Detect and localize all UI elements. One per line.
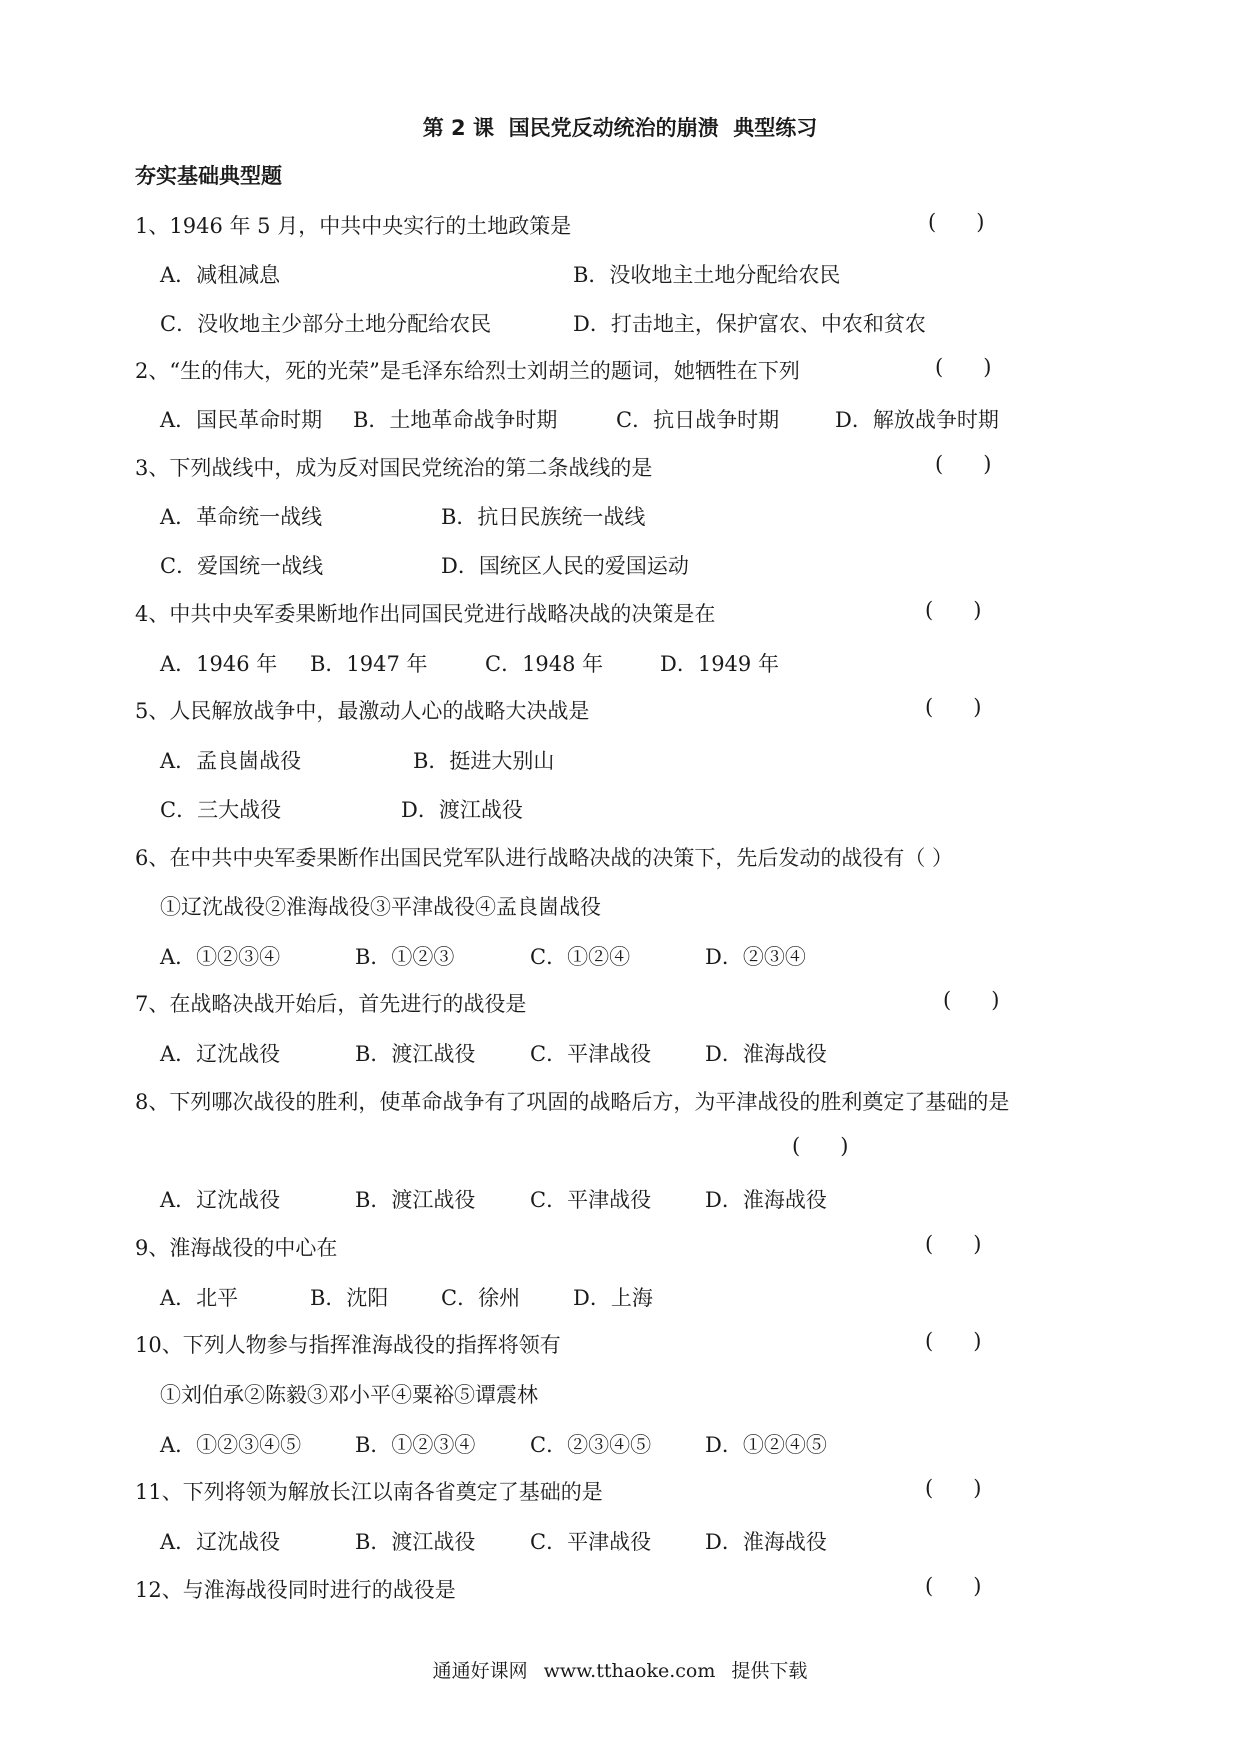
option-d: D．国统区人民的爱国运动	[441, 554, 689, 578]
question-9: 9、淮海战役的中心在	[135, 1236, 338, 1260]
option-b: B．渡江战役	[355, 1530, 476, 1554]
option-c: C．②③④⑤	[530, 1433, 652, 1457]
answer-paren: ( )	[935, 452, 992, 476]
option-b: B．①②③④	[355, 1433, 476, 1457]
option-c: C．①②④	[530, 945, 631, 969]
option-d: D．淮海战役	[705, 1042, 827, 1066]
option-b: B．1947 年	[310, 652, 428, 676]
option-d: D．解放战争时期	[835, 408, 999, 432]
option-d: D．1949 年	[660, 652, 779, 676]
answer-paren: ( )	[928, 210, 985, 234]
option-b: B．土地革命战争时期	[353, 408, 558, 432]
option-a: A．1946 年	[160, 652, 278, 676]
option-d: D．打击地主，保护富农、中农和贫农	[573, 312, 926, 336]
question-5: 5、人民解放战争中，最激动人心的战略大决战是	[135, 699, 590, 723]
option-c: C．平津战役	[530, 1042, 652, 1066]
footer	[0, 1656, 1240, 1683]
question-7: 7、在战略决战开始后，首先进行的战役是	[135, 992, 527, 1016]
footer-url-link[interactable]: www.tthaoke.com	[543, 1660, 716, 1682]
option-c: C．三大战役	[160, 798, 282, 822]
option-c: C．徐州	[441, 1286, 521, 1310]
question-6: 6、在中共中央军委果断作出国民党军队进行战略决战的决策下，先后发动的战役有（ ）	[135, 846, 954, 870]
option-b: B．挺进大别山	[413, 749, 555, 773]
question-6-items: ①辽沈战役②淮海战役③平津战役④孟良崮战役	[160, 895, 601, 919]
question-10: 10、下列人物参与指挥淮海战役的指挥将领有	[135, 1333, 561, 1357]
option-b: B．沈阳	[310, 1286, 389, 1310]
option-b: B．渡江战役	[355, 1188, 476, 1212]
option-a: A．国民革命时期	[160, 408, 323, 432]
option-a: A．辽沈战役	[160, 1188, 281, 1212]
option-b: B．抗日民族统一战线	[441, 505, 646, 529]
answer-paren: ( )	[943, 988, 1000, 1012]
option-b: B．没收地主土地分配给农民	[573, 263, 841, 287]
option-c: C．爱国统一战线	[160, 554, 324, 578]
answer-paren: ( )	[925, 695, 982, 719]
option-a: A．减租减息	[160, 263, 281, 287]
option-a: A．①②③④⑤	[160, 1433, 302, 1457]
option-b: B．①②③	[355, 945, 455, 969]
question-12: 12、与淮海战役同时进行的战役是	[135, 1578, 456, 1602]
option-c: C．1948 年	[485, 652, 604, 676]
option-c: C．平津战役	[530, 1188, 652, 1212]
option-a: A．辽沈战役	[160, 1530, 281, 1554]
option-a: A．辽沈战役	[160, 1042, 281, 1066]
option-d: D．上海	[573, 1286, 653, 1310]
question-11: 11、下列将领为解放长江以南各省奠定了基础的是	[135, 1480, 603, 1504]
question-1: 1、1946 年 5 月，中共中央实行的土地政策是	[135, 214, 572, 238]
option-c: C．没收地主少部分土地分配给农民	[160, 312, 492, 336]
question-4: 4、中共中央军委果断地作出同国民党进行战略决战的决策是在	[135, 602, 716, 626]
option-a: A．北平	[160, 1286, 239, 1310]
answer-paren: ( )	[925, 1574, 982, 1598]
option-d: D．②③④	[705, 945, 806, 969]
answer-paren: ( )	[935, 355, 992, 379]
option-d: D．淮海战役	[705, 1188, 827, 1212]
question-10-items: ①刘伯承②陈毅③邓小平④粟裕⑤谭震林	[160, 1383, 538, 1407]
option-d: D．淮海战役	[705, 1530, 827, 1554]
option-d: D．①②④⑤	[705, 1433, 827, 1457]
option-d: D．渡江战役	[401, 798, 523, 822]
answer-paren: ( )	[925, 1232, 982, 1256]
page-title: 第 2 课 国民党反动统治的崩溃 典型练习	[422, 116, 818, 140]
option-c: C．平津战役	[530, 1530, 652, 1554]
footer-download-text: 提供下载	[731, 1660, 808, 1682]
option-a: A．①②③④	[160, 945, 281, 969]
question-2: 2、“生的伟大，死的光荣”是毛泽东给烈士刘胡兰的题词，她牺牲在下列	[135, 359, 800, 383]
footer-site-name: 通通好课网	[432, 1660, 528, 1682]
option-b: B．渡江战役	[355, 1042, 476, 1066]
answer-paren: ( )	[792, 1134, 849, 1158]
answer-paren: ( )	[925, 598, 982, 622]
question-8: 8、下列哪次战役的胜利，使革命战争有了巩固的战略后方，为平津战役的胜利奠定了基础的是	[135, 1090, 1010, 1114]
option-c: C．抗日战争时期	[616, 408, 780, 432]
section-heading: 夯实基础典型题	[135, 164, 282, 188]
answer-paren: ( )	[925, 1329, 982, 1353]
option-a: A．革命统一战线	[160, 505, 323, 529]
answer-paren: ( )	[925, 1476, 982, 1500]
option-a: A．孟良崮战役	[160, 749, 302, 773]
question-3: 3、下列战线中，成为反对国民党统治的第二条战线的是	[135, 456, 653, 480]
